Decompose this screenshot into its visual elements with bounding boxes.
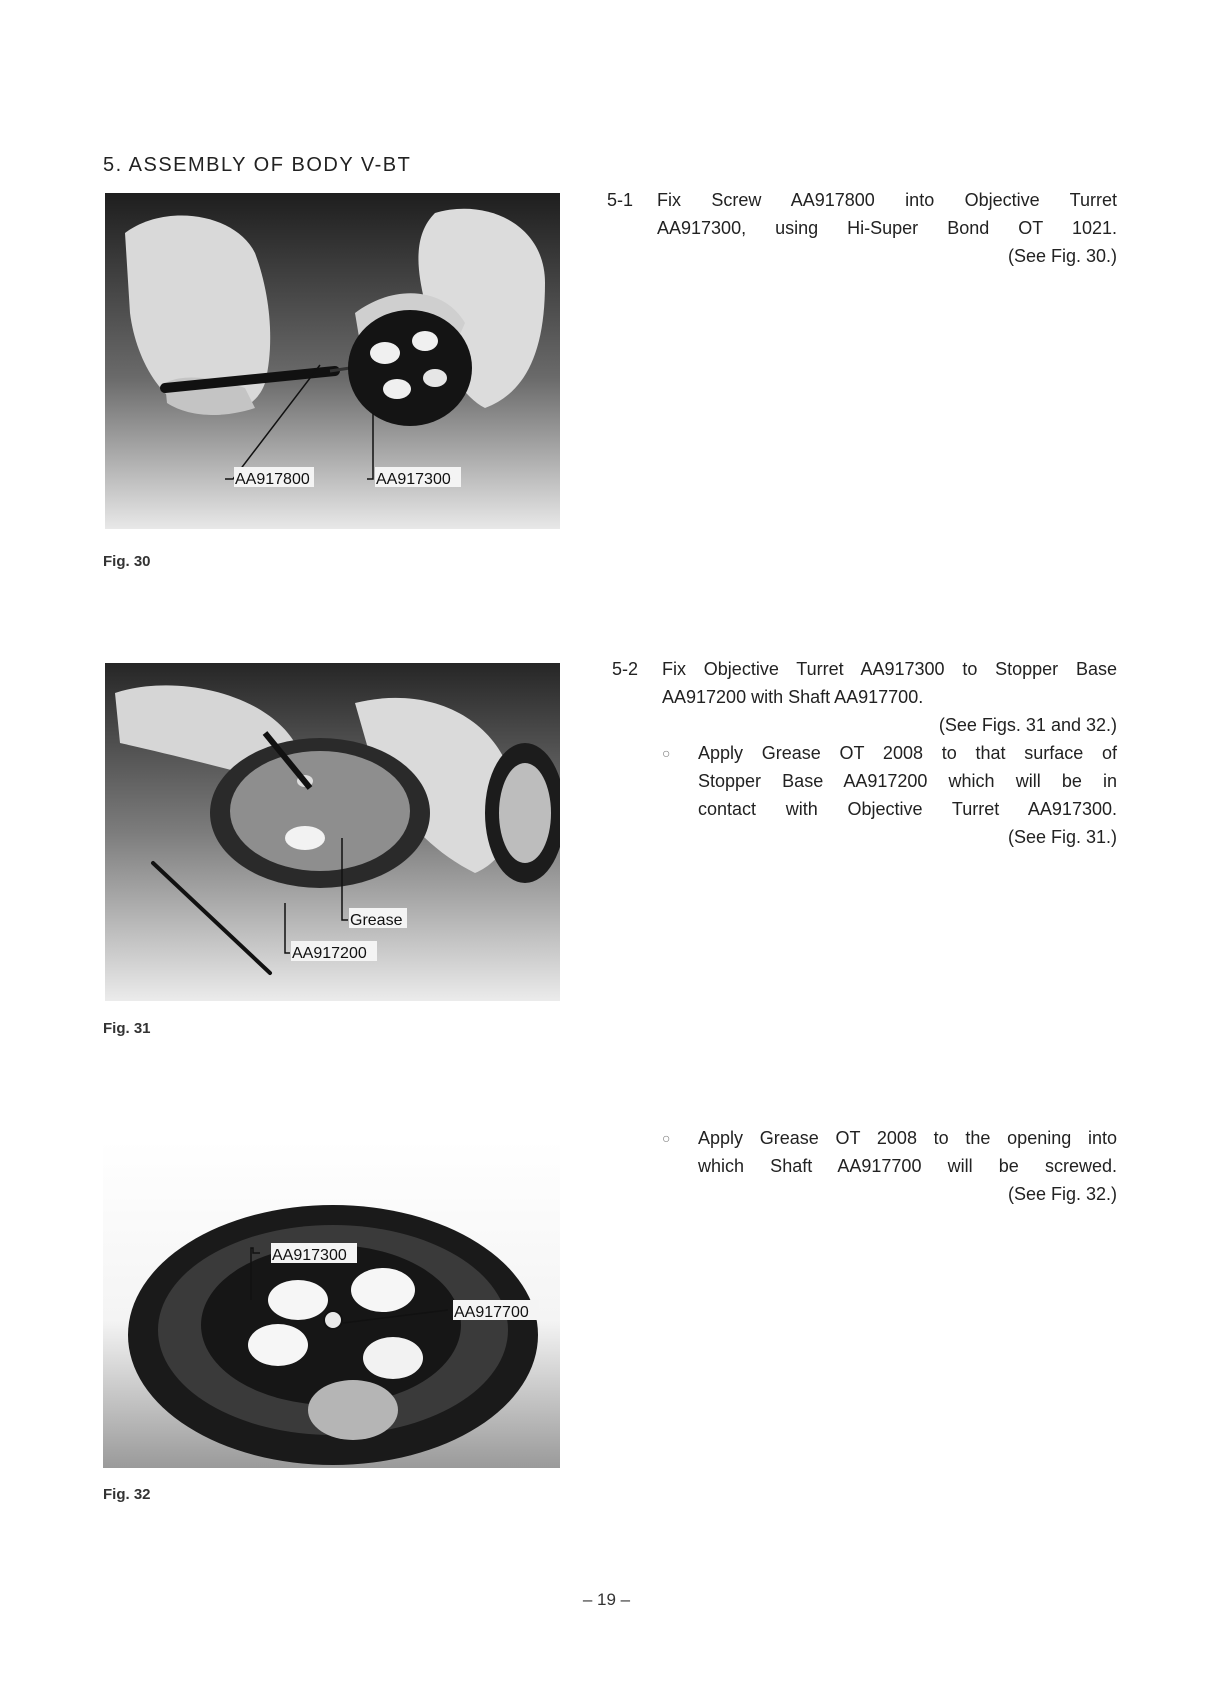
fig30-label-aa917300: AA917300 xyxy=(376,471,451,488)
step-5-2-line-1: Fix Objective Turret AA917300 to Stopper Base xyxy=(662,659,1117,679)
step-5-2-bullet-2-line-1: Apply Grease OT 2008 to the opening into xyxy=(698,1128,1117,1148)
figure-31-photo xyxy=(105,663,560,1001)
fig31-label-aa917200: AA917200 xyxy=(292,945,367,962)
step-5-2-bullet-icon: ○ xyxy=(662,745,671,761)
step-5-2-sub-line-1: Apply Grease OT 2008 to that surface of xyxy=(698,743,1117,763)
step-5-2-sub-ref: (See Fig. 31.) xyxy=(1007,827,1117,847)
step-5-2 xyxy=(612,655,1117,855)
step-5-1-line-1: Fix Screw AA917800 into Objective Turret xyxy=(657,190,1117,210)
fig32-label-aa917700: AA917700 xyxy=(454,1304,529,1321)
step-5-1 xyxy=(607,186,1117,276)
step-5-2-bullet-2-line-2: which Shaft AA917700 will be screwed. xyxy=(698,1156,1117,1176)
fig32-label-aa917300: AA917300 xyxy=(272,1247,347,1264)
section-heading: 5. ASSEMBLY OF BODY V-BT xyxy=(103,154,412,176)
step-5-1-line-2: AA917300, using Hi-Super Bond OT 1021. xyxy=(657,218,1117,238)
step-5-2-bullet-2-icon: ○ xyxy=(662,1130,671,1146)
step-5-2-line-2: AA917200 with Shaft AA917700. xyxy=(662,687,924,707)
fig30-label-aa917800: AA917800 xyxy=(235,471,310,488)
figure-30-caption: Fig. 30 xyxy=(103,553,151,570)
step-5-2-sub-line-3: contact with Objective Turret AA917300. xyxy=(698,799,1117,819)
fig31-label-grease: Grease xyxy=(350,912,403,929)
step-5-2-ref: (See Figs. 31 and 32.) xyxy=(938,715,1117,735)
step-5-2-second-bullet xyxy=(612,1124,1117,1214)
step-5-2-bullet-2-ref: (See Fig. 32.) xyxy=(1007,1184,1117,1204)
step-5-1-number: 5-1 xyxy=(607,190,634,210)
page-number: – 19 – xyxy=(582,1590,631,1609)
step-5-2-number: 5-2 xyxy=(612,659,639,679)
figure-31-caption: Fig. 31 xyxy=(103,1020,151,1037)
step-5-2-sub-line-2: Stopper Base AA917200 which will be in xyxy=(698,771,1117,791)
step-5-1-ref: (See Fig. 30.) xyxy=(1007,246,1117,266)
figure-32-photo xyxy=(103,1140,560,1468)
figure-32-caption: Fig. 32 xyxy=(103,1486,151,1503)
figure-30-photo xyxy=(105,193,560,529)
